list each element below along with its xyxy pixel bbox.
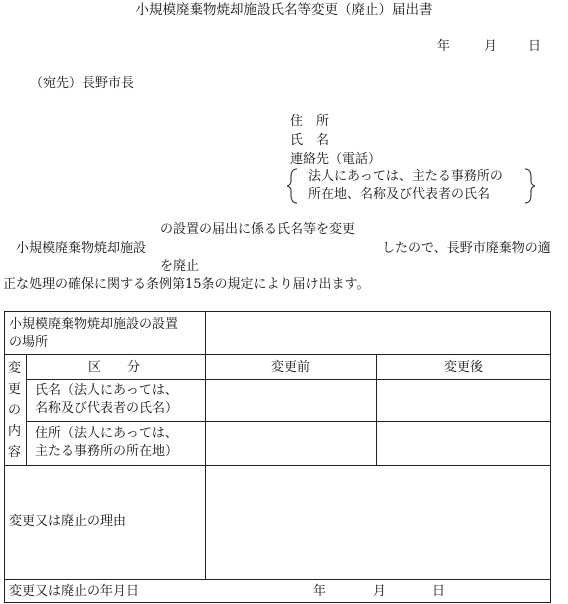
addressee: （宛先）長野市長 bbox=[30, 76, 135, 91]
table-rule bbox=[4, 354, 551, 355]
body-statute-line: 正な処理の確保に関する条例第15条の規定により届け出ます。 bbox=[3, 277, 370, 292]
table-rule bbox=[4, 311, 5, 603]
location-label-line1: 小規模廃棄物焼却施設の設置 bbox=[9, 317, 179, 332]
location-label-line2: の場所 bbox=[9, 335, 49, 350]
vertical-heading-char: 容 bbox=[8, 445, 22, 460]
vertical-heading-char: 更 bbox=[8, 382, 22, 397]
body-facility: 小規模廃棄物焼却施設 bbox=[16, 241, 147, 256]
table-rule bbox=[26, 354, 27, 465]
row-name-label-line1: 氏名（法人にあっては、 bbox=[35, 383, 178, 398]
column-header-category: 区 分 bbox=[88, 360, 141, 375]
table-rule bbox=[4, 602, 551, 603]
date-day-label: 日 bbox=[528, 39, 542, 54]
corporate-note-line2: 所在地、名称及び代表者の氏名 bbox=[308, 187, 491, 202]
applicant-name-label: 氏 名 bbox=[290, 133, 330, 148]
change-date-label: 変更又は廃止の年月日 bbox=[9, 584, 140, 599]
notification-table bbox=[4, 311, 551, 603]
applicant-address-label: 住 所 bbox=[290, 114, 330, 129]
table-rule bbox=[205, 311, 206, 579]
date-month-label: 月 bbox=[484, 39, 498, 54]
table-rule bbox=[376, 354, 377, 465]
table-rule bbox=[4, 465, 551, 466]
date-year-label: 年 bbox=[437, 39, 451, 54]
table-rule bbox=[26, 421, 551, 422]
table-rule bbox=[550, 311, 551, 603]
vertical-heading-char: 変 bbox=[8, 361, 22, 376]
table-rule bbox=[4, 579, 551, 580]
body-tail: したので、長野市廃棄物の適 bbox=[382, 241, 551, 256]
corporate-note-line1: 法人にあっては、主たる事務所の bbox=[308, 169, 503, 184]
vertical-heading-char: 内 bbox=[8, 424, 22, 439]
row-name-label-line2: 名称及び代表者の氏名） bbox=[35, 401, 179, 416]
row-address-label-line1: 住所（法人にあっては、 bbox=[35, 426, 178, 441]
column-header-after: 変更後 bbox=[444, 360, 484, 375]
table-rule bbox=[4, 311, 551, 312]
body-abolish-option: を廃止 bbox=[160, 259, 200, 274]
change-date-year: 年 bbox=[313, 584, 327, 599]
applicant-contact-label: 連絡先（電話） bbox=[290, 152, 382, 167]
row-address-label-line2: 主たる事務所の所在地） bbox=[35, 444, 179, 459]
reason-label: 変更又は廃止の理由 bbox=[9, 514, 127, 529]
form-title: 小規模廃棄物焼却施設氏名等変更（廃止）届出書 bbox=[135, 2, 433, 18]
vertical-heading-char: の bbox=[8, 403, 22, 418]
table-rule bbox=[26, 379, 551, 380]
body-change-option: の設置の届出に係る氏名等を変更 bbox=[160, 222, 356, 237]
change-date-month: 月 bbox=[373, 584, 387, 599]
change-date-day: 日 bbox=[432, 584, 446, 599]
corporate-note bbox=[287, 168, 535, 204]
column-header-before: 変更前 bbox=[271, 360, 311, 375]
